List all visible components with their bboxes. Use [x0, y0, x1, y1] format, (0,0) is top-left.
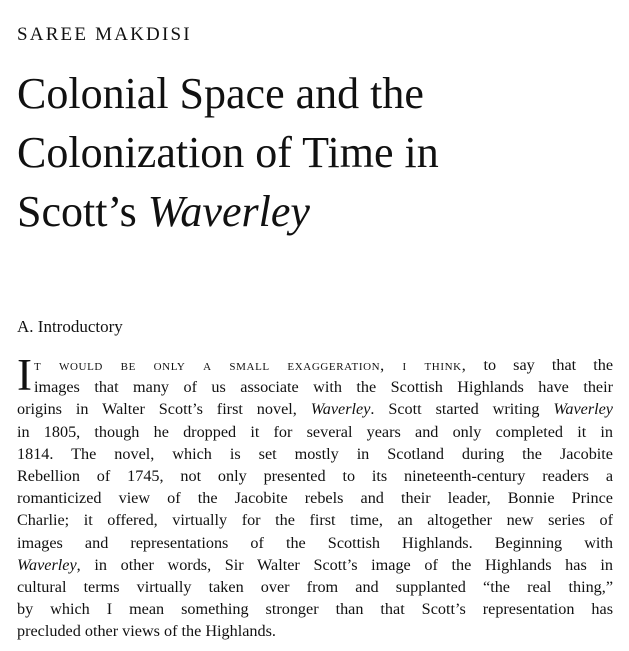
title-line-3	[17, 182, 617, 241]
line-1-rest: to say that the	[466, 356, 613, 374]
paragraph-line-8: Charlie; it offered, virtually for the first time, an altogether new series of	[17, 511, 613, 530]
paragraph-line-12: by which I mean something stronger than that Scott’s representation has	[17, 600, 613, 619]
italic-waverley-2: Waverley	[553, 400, 613, 419]
paragraph-line-7: romanticized view of the Jacobite rebels and their leader, Bonnie Prince	[17, 489, 613, 508]
body-paragraph	[17, 350, 613, 642]
title-line-2: Colonization of Time in	[17, 128, 439, 177]
paragraph-line-11: cultural terms virtually taken over from and supplanted “the real thing,”	[17, 577, 613, 596]
drop-cap: I	[17, 350, 32, 400]
paragraph-line-2: images that many of us associate with the Scottish Highlands have their	[34, 378, 613, 397]
paragraph-line-10	[17, 554, 613, 576]
italic-waverley-3: Waverley	[17, 555, 77, 574]
opening-small-caps: t would be only a small exaggeration, i think,	[34, 356, 467, 374]
paragraph-line-6: Rebellion of 1745, not only presented to its nineteenth-century readers a	[17, 466, 613, 485]
paragraph-line-9: images and representations of the Scottish Highlands. Beginning with	[17, 533, 613, 552]
section-heading: A. Introductory	[17, 317, 123, 336]
paragraph-line-3	[17, 398, 613, 420]
paragraph-line-5: 1814. The novel, which is set mostly in Scotland during the Jacobite	[17, 444, 613, 463]
article-title	[17, 64, 617, 241]
line-3-part-a: origins in Walter Scott’s first novel,	[17, 400, 311, 419]
author-name: SAREE MAKDISI	[17, 24, 192, 45]
title-italic-waverley: Waverley	[147, 187, 310, 236]
title-line-1: Colonial Space and the	[17, 69, 424, 118]
italic-waverley-1: Waverley	[310, 400, 371, 419]
title-line-3-prefix: Scott’s	[17, 187, 148, 236]
paragraph-line-1	[34, 354, 613, 376]
line-10-rest: , in other words, Sir Walter Scott’s image of the Highlands has in	[76, 555, 613, 574]
paragraph-line-13: precluded other views of the Highlands.	[17, 622, 276, 641]
line-3-part-b: . Scott started writing	[370, 400, 554, 419]
paragraph-line-4: in 1805, though he dropped it for several years and only completed it in	[17, 422, 613, 441]
